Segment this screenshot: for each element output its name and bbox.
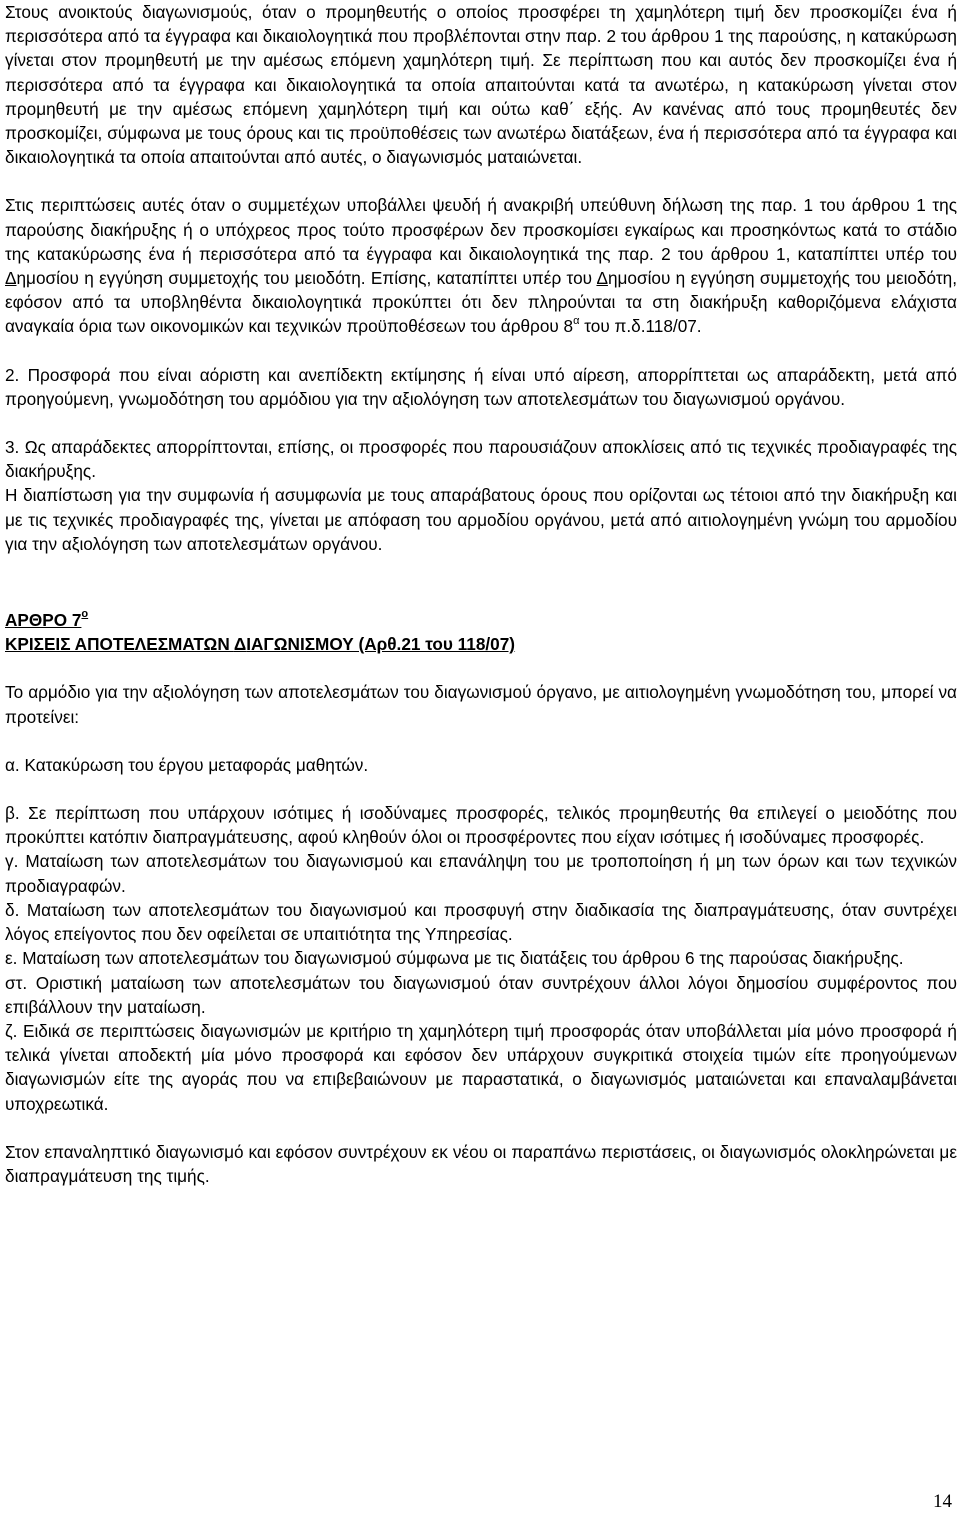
list-item-b: β. Σε περίπτωση που υπάρχουν ισότιμες ή ισοδύναμες προσφορές, τελικός προμηθευτής θα επιλεγεί ο μειοδότης που προκύπτει κατόπιν διαπραγμάτευσης, αφού κληθούν όλοι οι προσφέροντες που είχαν ισότιμες ή ισοδύναμες προσφορές.: [5, 803, 957, 848]
list-item-a: α. Κατακύρωση του έργου μεταφοράς μαθητών.: [5, 754, 369, 775]
title-run: ΚΡΙΣΕΙΣ ΑΠΟΤΕΛΕΣΜΑΤΩΝ: [5, 634, 234, 655]
paragraph-award-procedure: Στους ανοικτούς διαγωνισμούς, όταν ο προμηθευτής ο οποίος προσφέρει τη χαμηλότερη τιμή δεν προσκομίζει ένα ή περισσότερα από τα έγγραφα και δικαιολογητικά που προβλέπονται στην παρ. 2 του άρθρου 1 της παρούσης, η κατακύρωση γίνεται στον προμηθευτή με την αμέσως επόμενη χαμηλότερη τιμή. Σε περίπτωση που και αυτός δεν προσκομίζει ένα ή περισσότερα από τα έγγραφα και δικαιολογητικά τα οποία απαιτούνται κατά τα ανωτέρω, η κατακύρωση γίνεται στον προμηθευτή με την αμέσως επόμενη χαμηλότερη τιμή και ούτω καθ΄ εξής. Αν κανένας από τους προμηθευτές δεν προσκομίζει, σύμφωνα με τους όρους και τις προϋποθέσεις των ανωτέρω διατάξεων, ένα ή περισσότερα από τα έγγραφα και δικαιολογητικά τα οποία απαιτούνται από αυτές, ο διαγωνισμός ματαιώνεται.: [5, 2, 957, 168]
spacer: [5, 656, 957, 680]
title-run: ΙΑΓΩΝΙΣΜΟΥ (Αρθ.21 του 118/07): [246, 634, 516, 655]
list-item-f: στ. Οριστική ματαίωση των αποτελεσμάτων του διαγωνισμού όταν συντρέχουν άλλοι λόγοι δημοσίου συμφέροντος που επιβάλλουν την ματαίωση.: [5, 972, 957, 1017]
spacer: [5, 777, 957, 801]
text-run: ημοσίου η εγγύηση συμμετοχής του μειοδότη, εφόσον από τα υποβληθέντα δικαιολογητικά προκύπτει ότι δεν πληρούνται τα στη διακήρυξη καθοριζόμενα ελάχιστα αναγκαία όρια των οικονομικών και τεχνικών προϋποθέσεων του άρθρου 8: [5, 268, 957, 337]
underlined-letter: Δ: [596, 268, 608, 289]
article-title: [5, 632, 957, 656]
list-item-g: ζ. Ειδικά σε περιπτώσεις διαγωνισμών με κριτήριο τη χαμηλότερη τιμή προσφοράς όταν υποβάλλεται μία μόνο προσφορά ή τελικά γίνεται αποδεκτή μία μόνο προσφορά και εφόσον δεν υπάρχουν συγκριτικά στοιχεία τιμών είτε προηγούμενων διαγωνισμών είτε της αγοράς που να επιβεβαιώνουν με παραστατικά, ο διαγωνισμός ματαιώνεται και επαναλαμβάνεται υποχρεωτικά.: [5, 1020, 957, 1114]
page-number: 14: [933, 1491, 952, 1512]
list-item-e: ε. Ματαίωση των αποτελεσμάτων του διαγωνισμού σύμφωνα με τις διατάξεις του άρθρου 6 της παρούσας διακήρυξης.: [5, 948, 904, 969]
text-run: Στις περιπτώσεις αυτές όταν ο συμμετέχων υποβάλλει ψευδή ή ανακριβή υπεύθυνη δήλωση της παρ. 1 του άρθρου 1 της παρούσης διακήρυξης ή ο υπόχρεος προς τούτο προσφέρων δεν προσκομίσει εγκαίρως και προσηκόντως κατά το στάδιο της κατακύρωσης ένα ή περισσότερα από τα έγγραφα και δικαιολογητικά της παρ. 2 του άρθρου 1, καταπίπτει υπέρ του: [5, 195, 957, 264]
spacer: [5, 169, 957, 193]
superscript: α: [573, 314, 580, 327]
document-page: [5, 0, 957, 1188]
paragraph-item-3: 3. Ως απαράδεκτες απορρίπτονται, επίσης, οι προσφορές που παρουσιάζουν αποκλίσεις από τις τεχνικές προδιαγραφές της διακήρυξης.: [5, 437, 957, 482]
paragraph-false-declaration: [5, 193, 957, 338]
spacer: [5, 339, 957, 363]
text-run: ημοσίου η εγγύηση συμμετοχής του μειοδότη. Επίσης, καταπίπτει υπέρ του: [16, 268, 597, 289]
spacer: [5, 556, 957, 608]
paragraph-compliance: Η διαπίστωση για την συμφωνία ή ασυμφωνία με τους απαράβατους όρους που ορίζονται ως τέτοιοι από την διακήρυξη και με τις τεχνικές προδιαγραφές της, γίνεται με απόφαση του αρμοδίου οργάνου, μετά από αιτιολογημένη γνώμη του αρμοδίου για την αξιολόγηση των αποτελεσμάτων οργάνου.: [5, 485, 957, 554]
title-underlined-letter: Δ: [233, 634, 247, 655]
spacer: [5, 411, 957, 435]
article-superscript: ο: [81, 608, 89, 621]
article-number: ΑΡΘΡΟ 7: [5, 610, 82, 631]
text-run: του π.δ.118/07.: [579, 316, 702, 337]
paragraph-proposals-intro: Το αρμόδιο για την αξιολόγηση των αποτελεσμάτων του διαγωνισμού όργανο, με αιτιολογημένη γνωμοδότηση του, μπορεί να προτείνει:: [5, 682, 957, 727]
list-item-c: γ. Ματαίωση των αποτελεσμάτων του διαγωνισμού και επανάληψη του με τροποποίηση ή μη των όρων και των τεχνικών προδιαγραφών.: [5, 851, 957, 896]
paragraph-repeat-tender: Στον επαναληπτικό διαγωνισμό και εφόσον συντρέχουν εκ νέου οι παραπάνω περιστάσεις, οι διαγωνισμός ολοκληρώνεται με διαπραγμάτευση της τιμής.: [5, 1141, 957, 1186]
list-item-d: δ. Ματαίωση των αποτελεσμάτων του διαγωνισμού και προσφυγή στην διαδικασία της διαπραγμάτευσης, όταν συντρέχει λόγος επείγοντος που δεν οφείλεται σε υπαιτιότητα της Υπηρεσίας.: [5, 899, 957, 945]
article-heading: [5, 608, 957, 632]
spacer: [5, 1116, 957, 1140]
spacer: [5, 729, 957, 753]
underlined-letter: Δ: [5, 268, 17, 289]
paragraph-item-2: 2. Προσφορά που είναι αόριστη και ανεπίδεκτη εκτίμησης ή είναι υπό αίρεση, απορρίπτεται ως απαράδεκτη, μετά από προηγούμενη, γνωμοδότηση του αρμόδιου για την αξιολόγηση των αποτελεσμάτων του διαγωνισμού οργάνου.: [5, 364, 957, 409]
